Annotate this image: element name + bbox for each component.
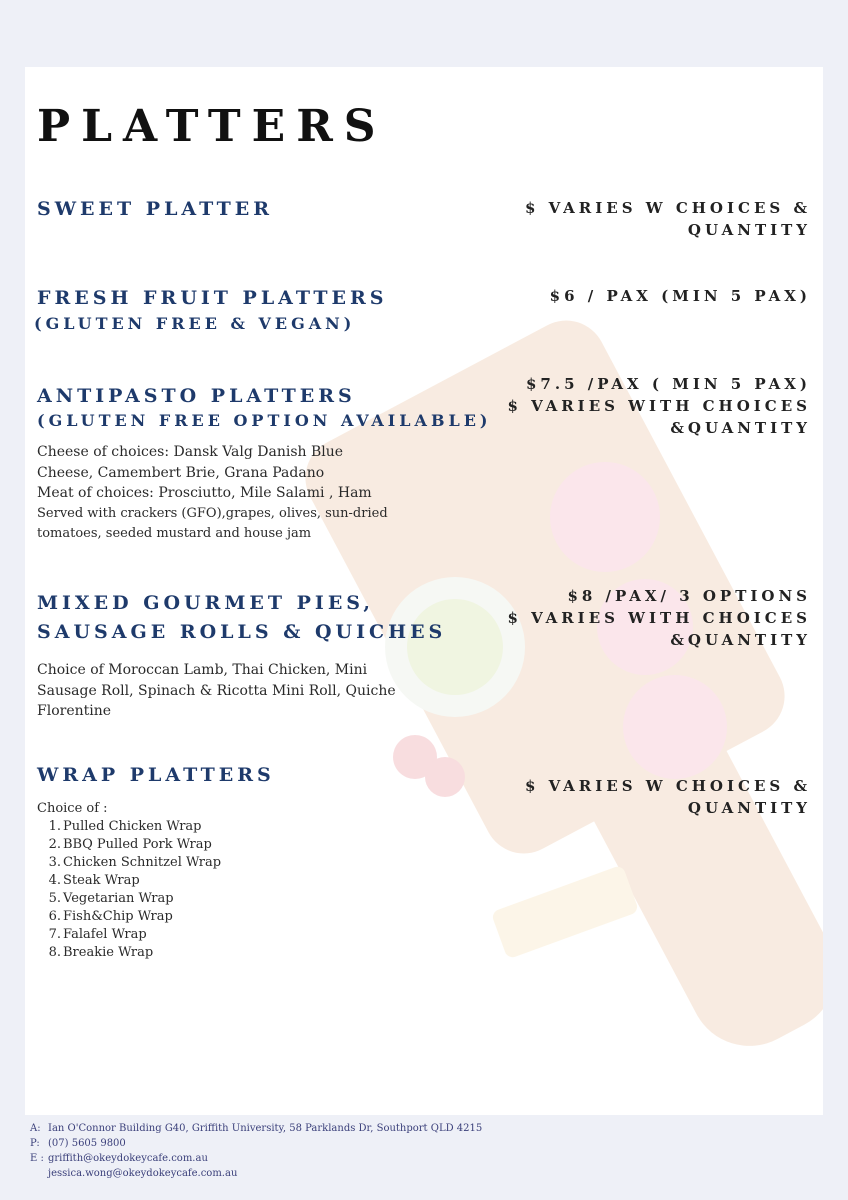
antipasto-platters-subheading: (GLUTEN FREE OPTION AVAILABLE)	[37, 411, 492, 430]
contact-footer	[30, 1121, 482, 1181]
menu-page	[25, 67, 823, 1115]
description-line: Cheese of choices: Dansk Valg Danish Blue	[37, 444, 344, 460]
fruit-platters-price	[550, 285, 811, 307]
list-label: BBQ Pulled Pork Wrap	[63, 837, 212, 852]
list-label: Steak Wrap	[63, 873, 140, 888]
list-label: Breakie Wrap	[63, 945, 154, 960]
price-line: QUANTITY	[687, 221, 811, 239]
list-item	[37, 818, 221, 836]
price-line: &QUANTITY	[670, 631, 811, 649]
page-title: PLATTERS	[37, 101, 387, 152]
email-link[interactable]: jessica.wong@okeydokeycafe.com.au	[48, 1168, 238, 1179]
list-item	[37, 854, 221, 872]
price-line: $7.5 /PAX ( MIN 5 PAX)	[525, 375, 811, 393]
list-label: Falafel Wrap	[63, 927, 147, 942]
email-link[interactable]: griffith@okeydokeycafe.com.au	[48, 1153, 208, 1164]
price-line: $ VARIES WITH CHOICES	[507, 609, 811, 627]
price-line: $6 / PAX (MIN 5 PAX)	[549, 287, 811, 305]
list-number: 7.	[48, 927, 61, 942]
list-number: 3.	[48, 855, 61, 870]
description-line: Florentine	[37, 703, 112, 719]
list-item	[37, 926, 221, 944]
price-line: &QUANTITY	[670, 419, 811, 437]
pies-description	[37, 660, 457, 722]
address-label: A:	[30, 1123, 41, 1134]
description-line: Cheese, Camembert Brie, Grana Padano	[37, 464, 325, 481]
phone-row	[30, 1136, 482, 1151]
list-number: 2.	[48, 837, 61, 852]
sweet-platter-heading: SWEET PLATTER	[37, 198, 273, 220]
list-item	[37, 944, 221, 962]
list-label: Pulled Chicken Wrap	[63, 819, 202, 834]
price-line: QUANTITY	[687, 799, 811, 817]
list-number: 5.	[48, 891, 61, 906]
description-line: tomatoes, seeded mustard and house jam	[37, 526, 312, 541]
antipasto-platters-heading: ANTIPASTO PLATTERS	[37, 385, 356, 407]
list-item	[37, 836, 221, 854]
list-label: Vegetarian Wrap	[63, 891, 174, 906]
pies-price	[507, 585, 811, 651]
sweet-platter-price	[525, 197, 811, 241]
list-item	[37, 872, 221, 890]
wrap-options-list	[37, 800, 221, 962]
price-line: $ VARIES W CHOICES &	[525, 199, 811, 217]
email-row	[30, 1151, 482, 1166]
address-text: Ian O'Connor Building G40, Griffith University, 58 Parklands Dr, Southport QLD 4215	[48, 1123, 483, 1134]
list-number: 1.	[48, 819, 61, 834]
description-line: Choice of Moroccan Lamb, Thai Chicken, Mini	[37, 662, 368, 678]
description-line: Sausage Roll, Spinach & Ricotta Mini Roll, Quiche	[37, 682, 396, 699]
heading-line: MIXED GOURMET PIES,	[37, 592, 374, 614]
email-label: E :	[30, 1153, 44, 1164]
wrap-platters-price	[525, 775, 811, 819]
wrap-platters-heading: WRAP PLATTERS	[37, 764, 275, 786]
pies-heading	[37, 589, 446, 647]
list-item	[37, 890, 221, 908]
list-number: 8.	[48, 945, 61, 960]
fruit-platters-subheading: (GLUTEN FREE & VEGAN)	[34, 314, 356, 333]
description-line: Served with crackers (GFO),grapes, olives, sun-dried	[37, 505, 388, 521]
price-line: $ VARIES W CHOICES &	[525, 777, 811, 795]
phone-label: P:	[30, 1138, 40, 1149]
address-row	[30, 1121, 482, 1136]
antipasto-description	[37, 442, 457, 545]
antipasto-platters-price	[507, 373, 811, 439]
email-row	[30, 1166, 482, 1181]
heading-line: SAUSAGE ROLLS & QUICHES	[37, 621, 447, 643]
description-line: Meat of choices: Prosciutto, Mile Salami , Ham	[37, 485, 372, 501]
list-label: Fish&Chip Wrap	[63, 909, 173, 924]
list-item	[37, 908, 221, 926]
wrap-options-intro: Choice of :	[37, 801, 108, 816]
list-label: Chicken Schnitzel Wrap	[63, 855, 222, 870]
phone-text: (07) 5605 9800	[48, 1138, 126, 1149]
fruit-platters-heading: FRESH FRUIT PLATTERS	[37, 287, 388, 309]
price-line: $8 /PAX/ 3 OPTIONS	[567, 587, 811, 605]
email-indent	[30, 1166, 48, 1181]
price-line: $ VARIES WITH CHOICES	[507, 397, 811, 415]
list-number: 4.	[48, 873, 61, 888]
list-number: 6.	[48, 909, 61, 924]
